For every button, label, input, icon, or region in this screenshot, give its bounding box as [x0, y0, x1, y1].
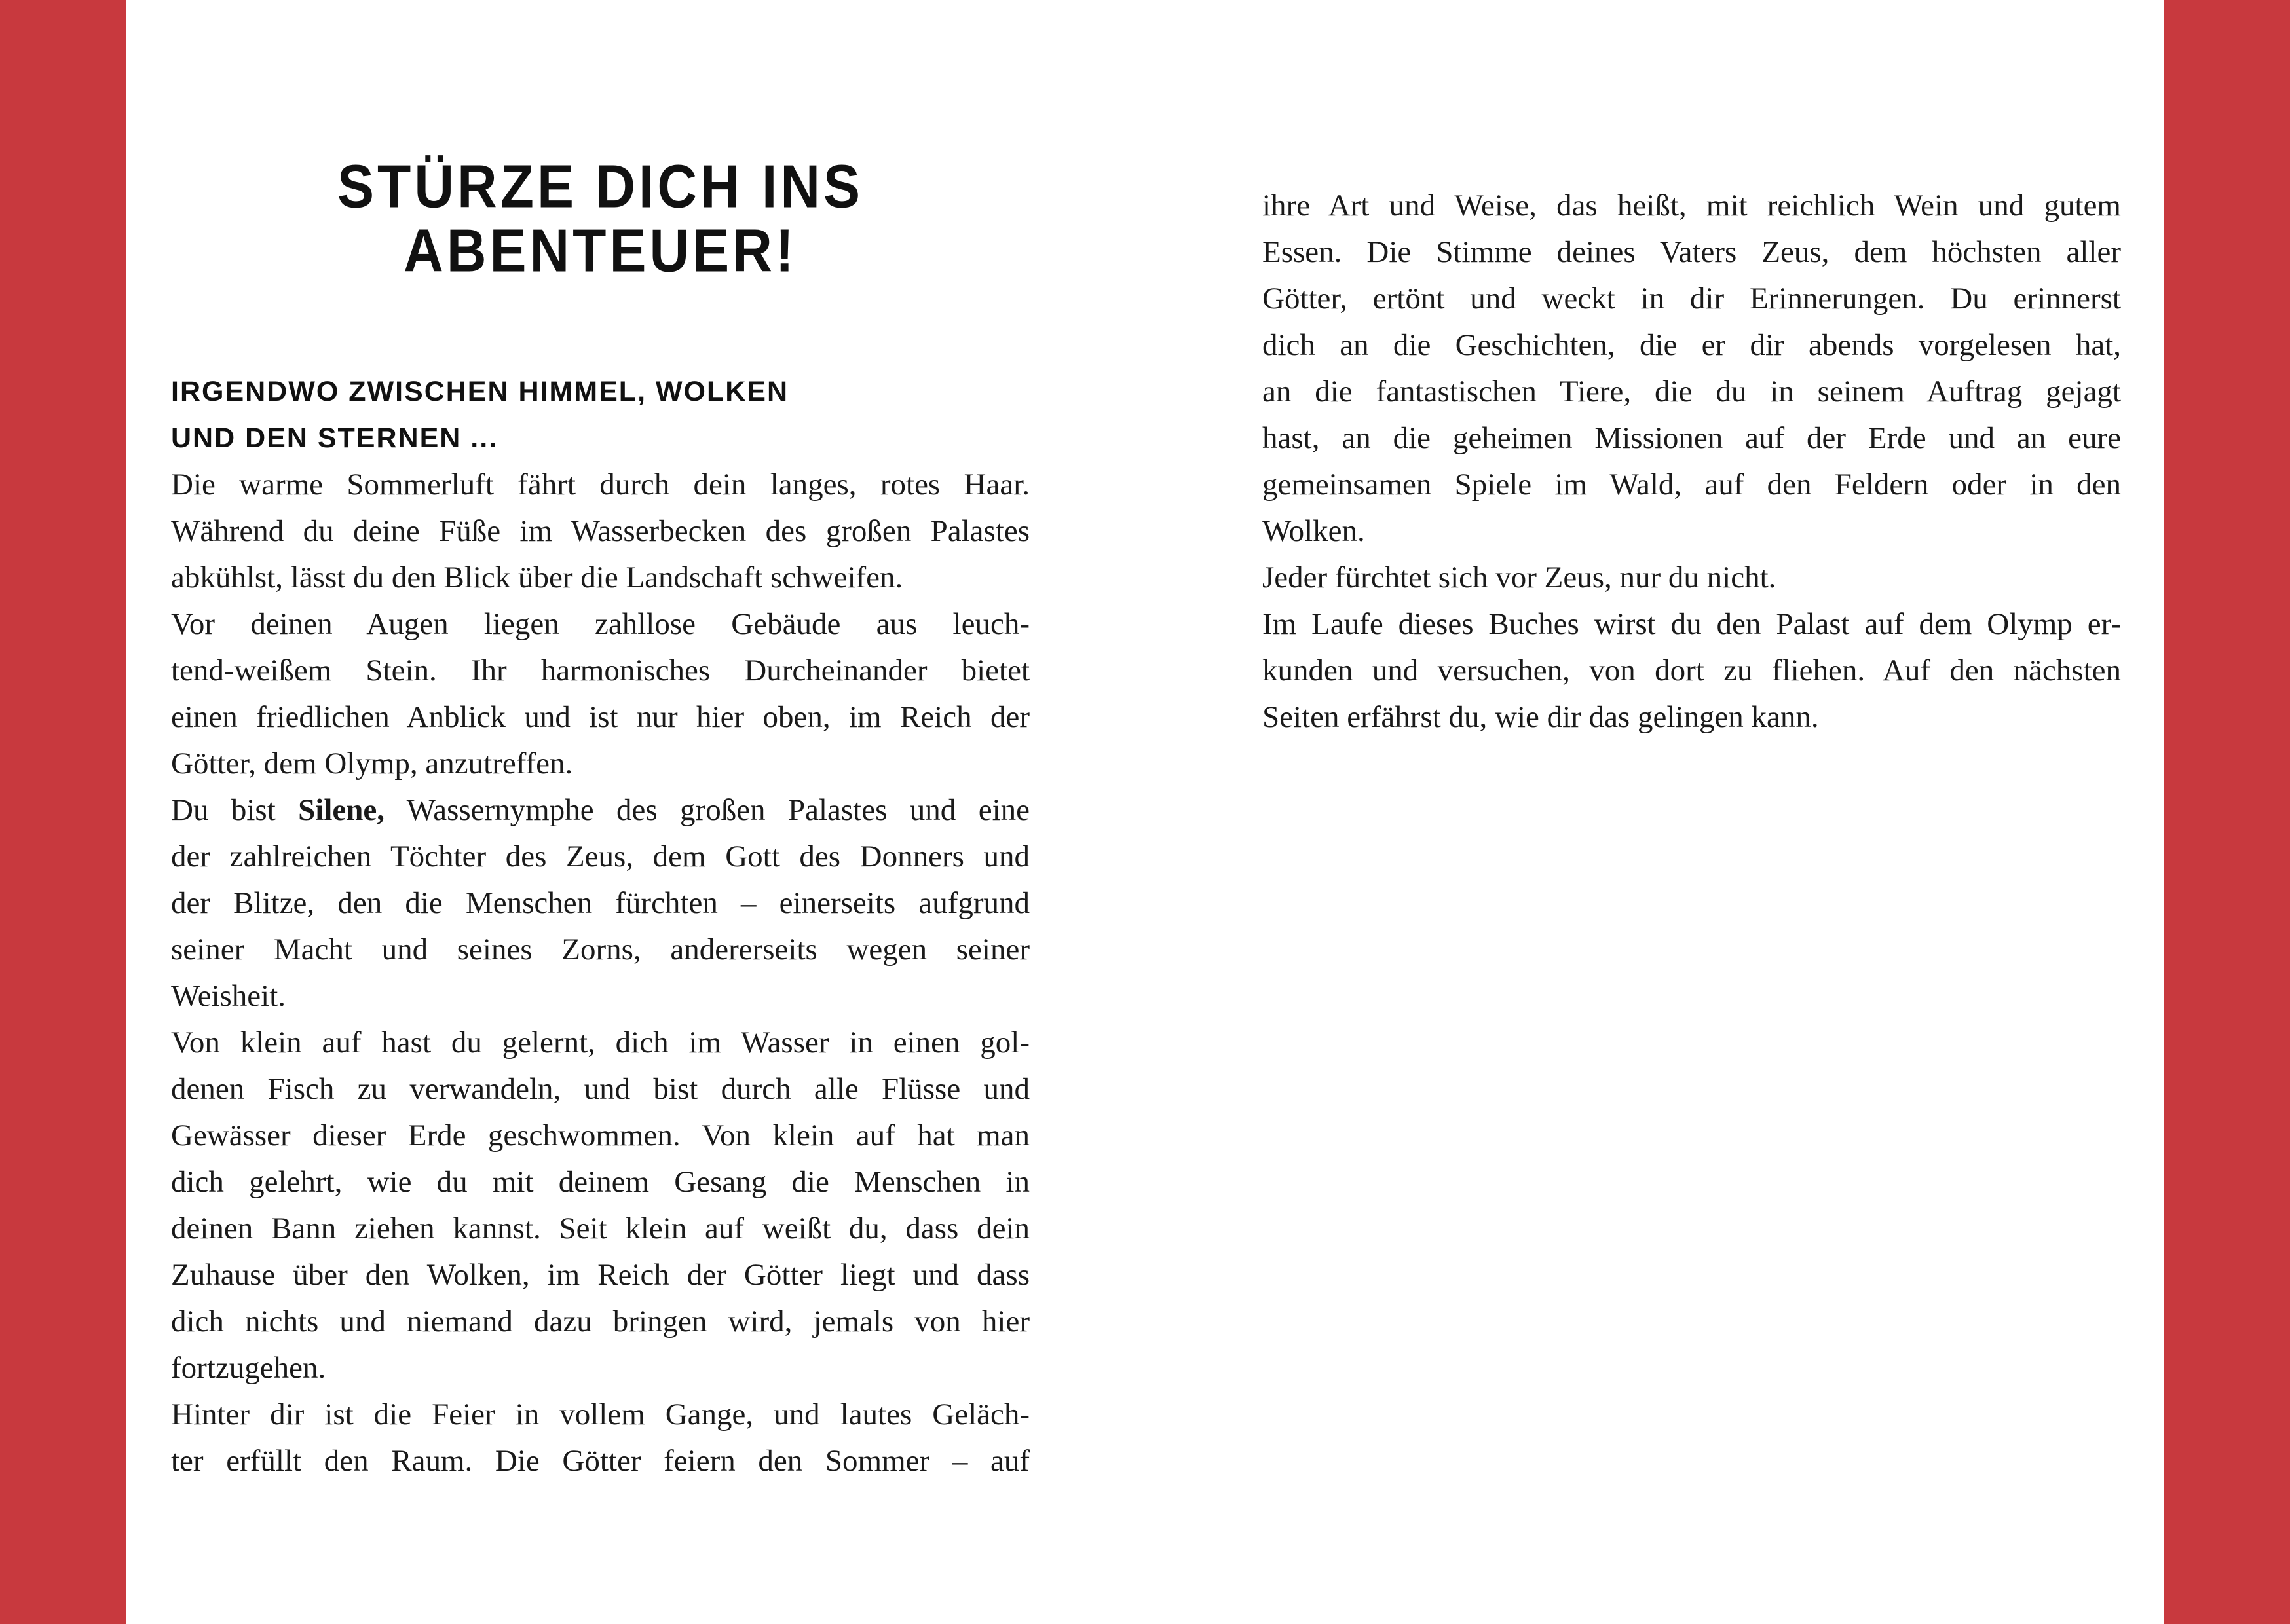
right-column: [1262, 183, 2121, 741]
text-line: an die fantastischen Tiere, die du in seinem Auftrag gejagt: [1262, 375, 2121, 409]
text-line: Hinter dir ist die Feier in vollem Gange, und lautes Geläch-: [171, 1397, 1030, 1431]
left-red-margin-bar: [0, 0, 126, 1624]
text-line: Weisheit.: [171, 979, 286, 1013]
text-line: Im Laufe dieses Buches wirst du den Palast auf dem Olymp er-: [1262, 607, 2121, 641]
text-line: dich gelehrt, wie du mit deinem Gesang die Menschen in: [171, 1165, 1030, 1199]
text-line: denen Fisch zu verwandeln, und bist durch alle Flüsse und: [171, 1072, 1030, 1106]
title-line: STÜRZE DICH INS: [337, 152, 864, 221]
text-line: fortzugehen.: [171, 1351, 326, 1385]
text-line: dich an die Geschichten, die er dir abends vorgelesen hat,: [1262, 328, 2121, 362]
text-line: einen friedlichen Anblick und ist nur hier oben, im Reich der: [171, 700, 1030, 734]
text-line: Die warme Sommerluft fährt durch dein langes, rotes Haar.: [171, 468, 1030, 502]
page-title: [171, 152, 1030, 285]
right-red-margin-bar: [2164, 0, 2290, 1624]
text-line: ter erfüllt den Raum. Die Götter feiern den Sommer – auf: [171, 1444, 1030, 1478]
text-line: dich nichts und niemand dazu bringen wird, jemals von hier: [171, 1304, 1030, 1338]
text-line: seiner Macht und seines Zorns, andererseits wegen seiner: [171, 932, 1030, 967]
text-line: [171, 787, 1030, 834]
paragraph: [171, 462, 1030, 601]
title-line: ABENTEUER!: [404, 216, 797, 285]
text-line: Götter, dem Olymp, anzutreffen.: [171, 747, 573, 781]
text-span: Wassernymphe des großen Palastes und eine: [385, 793, 1030, 827]
paragraph: [1262, 601, 2121, 741]
text-line: Zuhause über den Wolken, im Reich der Götter liegt und dass: [171, 1258, 1030, 1292]
text-line: Essen. Die Stimme deines Vaters Zeus, dem höchsten aller: [1262, 235, 2121, 269]
paragraph: [171, 1020, 1030, 1392]
text-line: der zahlreichen Töchter des Zeus, dem Gott des Donners und: [171, 840, 1030, 874]
text-line: deinen Bann ziehen kannst. Seit klein auf weißt du, dass dein: [171, 1211, 1030, 1246]
paragraph: [1262, 183, 2121, 555]
text-line: Wolken.: [1262, 514, 1365, 548]
section-subheading: [171, 369, 1030, 462]
text-line: tend-weißem Stein. Ihr harmonisches Durcheinander bietet: [171, 654, 1030, 688]
subheading-line: IRGENDWO ZWISCHEN HIMMEL, WOLKEN: [171, 376, 789, 407]
text-span: Du bist: [171, 793, 299, 827]
text-line: ihre Art und Weise, das heißt, mit reichlich Wein und gutem: [1262, 189, 2121, 223]
paragraph: [171, 1392, 1030, 1485]
text-line: kunden und versuchen, von dort zu fliehen. Auf den nächsten: [1262, 654, 2121, 688]
text-line: Gewässer dieser Erde geschwommen. Von klein auf hat man: [171, 1118, 1030, 1153]
text-line: Seiten erfährst du, wie dir das gelingen kann.: [1262, 700, 1819, 734]
paragraph: [1262, 555, 2121, 601]
text-line: der Blitze, den die Menschen fürchten – einerseits aufgrund: [171, 886, 1030, 920]
text-line: hast, an die geheimen Missionen auf der Erde und an eure: [1262, 421, 2121, 455]
text-line: Vor deinen Augen liegen zahllose Gebäude aus leuch-: [171, 607, 1030, 641]
left-column: [171, 369, 1030, 1485]
text-line: Jeder fürchtet sich vor Zeus, nur du nicht.: [1262, 561, 1776, 595]
text-line: abkühlst, lässt du den Blick über die Landschaft schweifen.: [171, 561, 903, 595]
text-line: gemeinsamen Spiele im Wald, auf den Feldern oder in den: [1262, 468, 2121, 502]
paragraph: [171, 787, 1030, 1020]
text-line: Götter, ertönt und weckt in dir Erinnerungen. Du erinnerst: [1262, 282, 2121, 316]
text-line: Während du deine Füße im Wasserbecken des großen Palastes: [171, 514, 1030, 548]
subheading-line: UND DEN STERNEN ...: [171, 422, 498, 454]
character-name: Silene,: [298, 793, 385, 827]
paragraph: [171, 601, 1030, 787]
text-line: Von klein auf hast du gelernt, dich im Wasser in einen gol-: [171, 1025, 1030, 1060]
